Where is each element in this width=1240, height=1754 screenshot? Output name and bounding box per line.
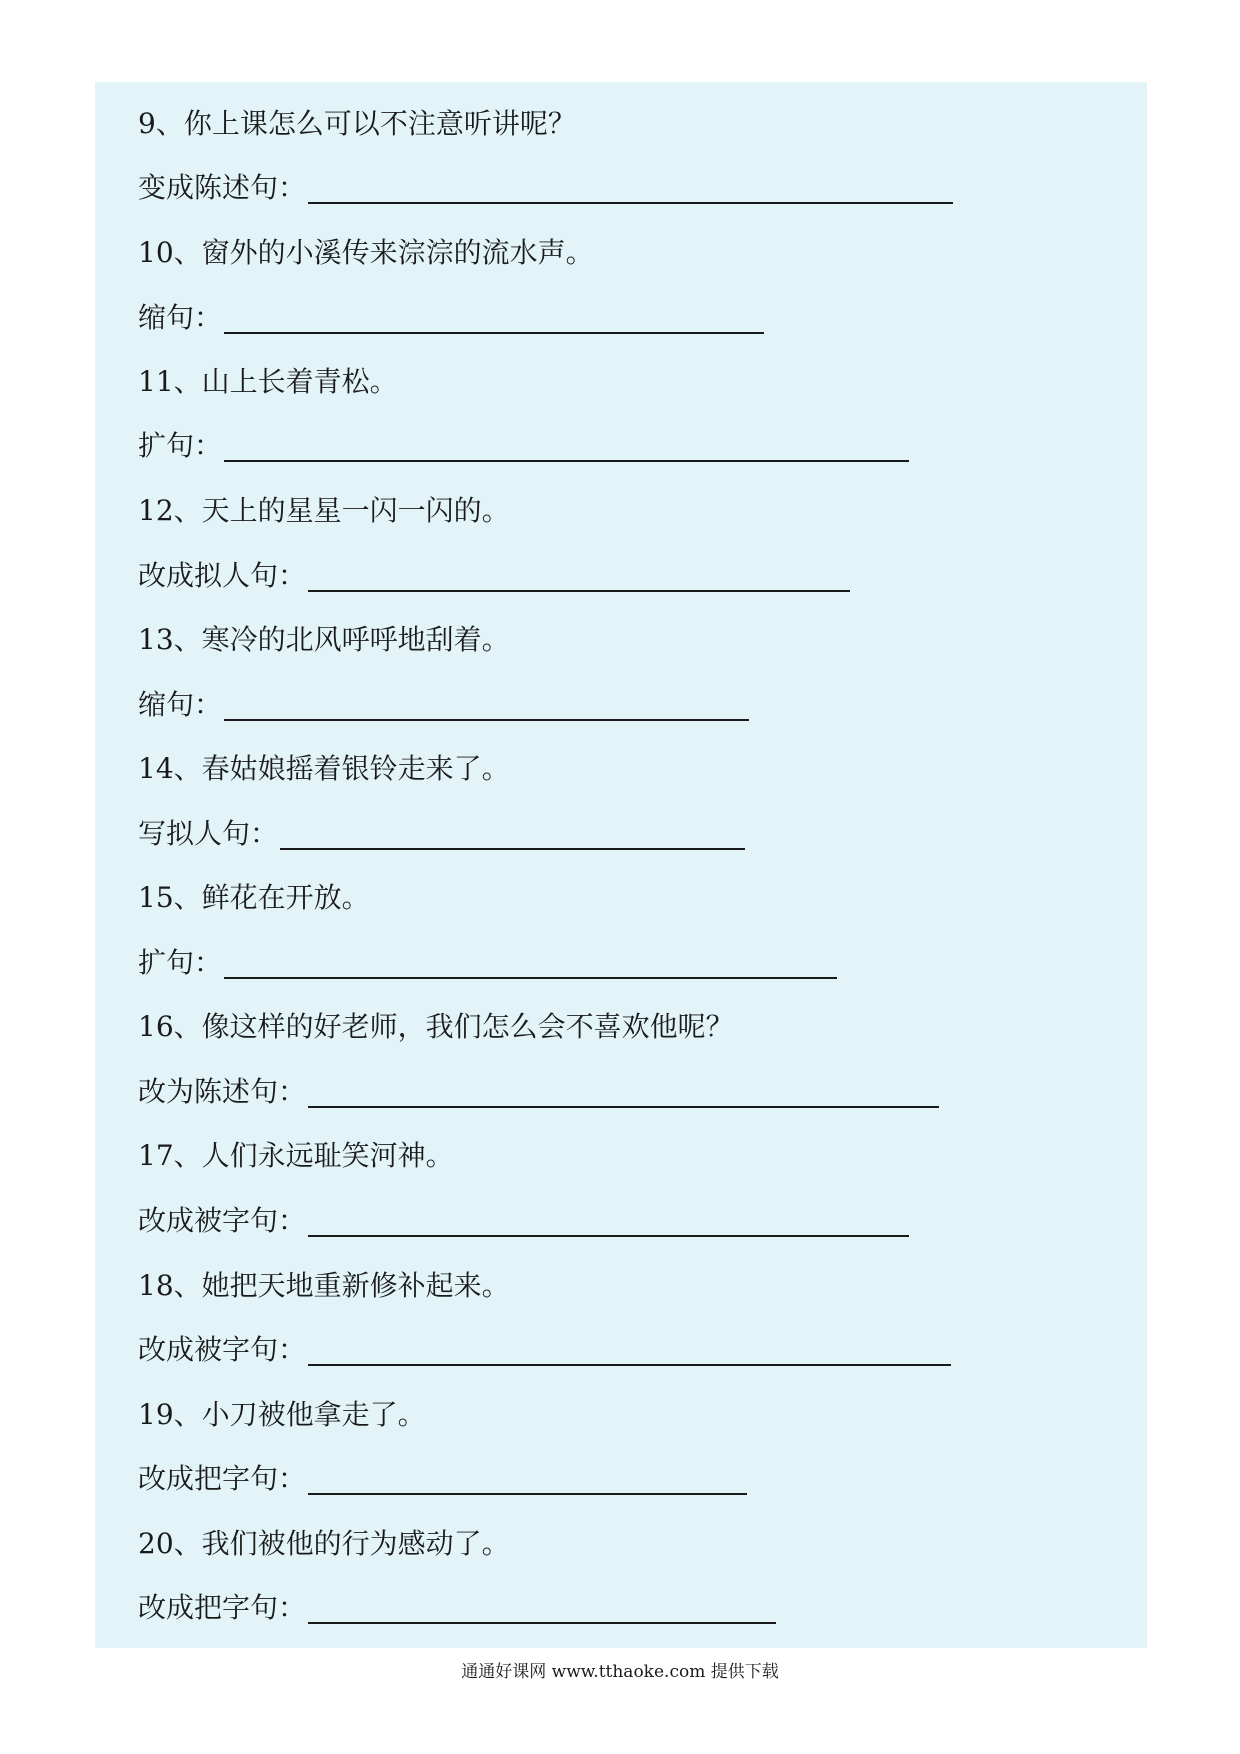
question-text: 14、春姑娘摇着银铃走来了。	[138, 752, 510, 785]
question-text: 16、像这样的好老师，我们怎么会不喜欢他呢？	[138, 1010, 734, 1043]
answer-row-15	[138, 935, 837, 979]
answer-prompt: 改成把字句：	[138, 1591, 307, 1624]
question-text: 13、寒冷的北风呼呼地刮着。	[138, 623, 510, 656]
answer-row-12	[138, 548, 850, 592]
answer-line[interactable]	[224, 432, 909, 462]
question-text: 11、山上长着青松。	[138, 365, 398, 398]
answer-prompt: 改成把字句：	[138, 1462, 307, 1495]
answer-row-16	[138, 1064, 939, 1108]
question-text: 17、人们永远耻笑河神。	[138, 1139, 454, 1172]
answer-line[interactable]	[224, 691, 749, 721]
question-text: 12、天上的星星一闪一闪的。	[138, 494, 510, 527]
question-17	[138, 1128, 454, 1172]
question-12	[138, 483, 510, 527]
answer-prompt: 改成被字句：	[138, 1333, 307, 1366]
question-13	[138, 612, 510, 656]
question-10	[138, 225, 594, 269]
answer-row-20	[138, 1580, 776, 1624]
answer-row-13	[138, 677, 749, 721]
answer-row-19	[138, 1451, 747, 1495]
question-20	[138, 1516, 510, 1560]
question-text: 15、鲜花在开放。	[138, 881, 370, 914]
answer-line[interactable]	[308, 1465, 747, 1495]
answer-prompt: 缩句：	[138, 688, 223, 721]
answer-line[interactable]	[224, 304, 764, 334]
answer-prompt: 改为陈述句：	[138, 1075, 307, 1108]
answer-line[interactable]	[308, 1207, 909, 1237]
answer-row-14	[138, 806, 745, 850]
question-text: 19、小刀被他拿走了。	[138, 1398, 426, 1431]
answer-row-18	[138, 1322, 951, 1366]
answer-prompt: 变成陈述句：	[138, 171, 307, 204]
answer-prompt: 扩句：	[138, 946, 223, 979]
question-16	[138, 999, 734, 1043]
footer-credit: 通通好课网 www.tthaoke.com 提供下载	[461, 1662, 779, 1682]
question-11	[138, 354, 398, 398]
question-18	[138, 1258, 510, 1302]
question-19	[138, 1387, 426, 1431]
answer-line[interactable]	[308, 1594, 776, 1624]
answer-line[interactable]	[308, 562, 850, 592]
answer-prompt: 改成拟人句：	[138, 559, 307, 592]
question-text: 9、你上课怎么可以不注意听讲呢？	[138, 107, 576, 140]
answer-line[interactable]	[308, 1336, 951, 1366]
answer-prompt: 扩句：	[138, 429, 223, 462]
answer-line[interactable]	[308, 1078, 939, 1108]
question-15	[138, 870, 370, 914]
answer-line[interactable]	[224, 949, 837, 979]
answer-row-11	[138, 418, 909, 462]
question-14	[138, 741, 510, 785]
question-9	[138, 96, 576, 140]
answer-prompt: 缩句：	[138, 301, 223, 334]
question-text: 20、我们被他的行为感动了。	[138, 1527, 510, 1560]
answer-row-9	[138, 160, 953, 204]
question-text: 10、窗外的小溪传来淙淙的流水声。	[138, 236, 594, 269]
answer-prompt: 改成被字句：	[138, 1204, 307, 1237]
answer-row-10	[138, 290, 764, 334]
question-text: 18、她把天地重新修补起来。	[138, 1269, 510, 1302]
answer-prompt: 写拟人句：	[138, 817, 279, 850]
answer-row-17	[138, 1193, 909, 1237]
answer-line[interactable]	[280, 820, 745, 850]
answer-line[interactable]	[308, 174, 953, 204]
